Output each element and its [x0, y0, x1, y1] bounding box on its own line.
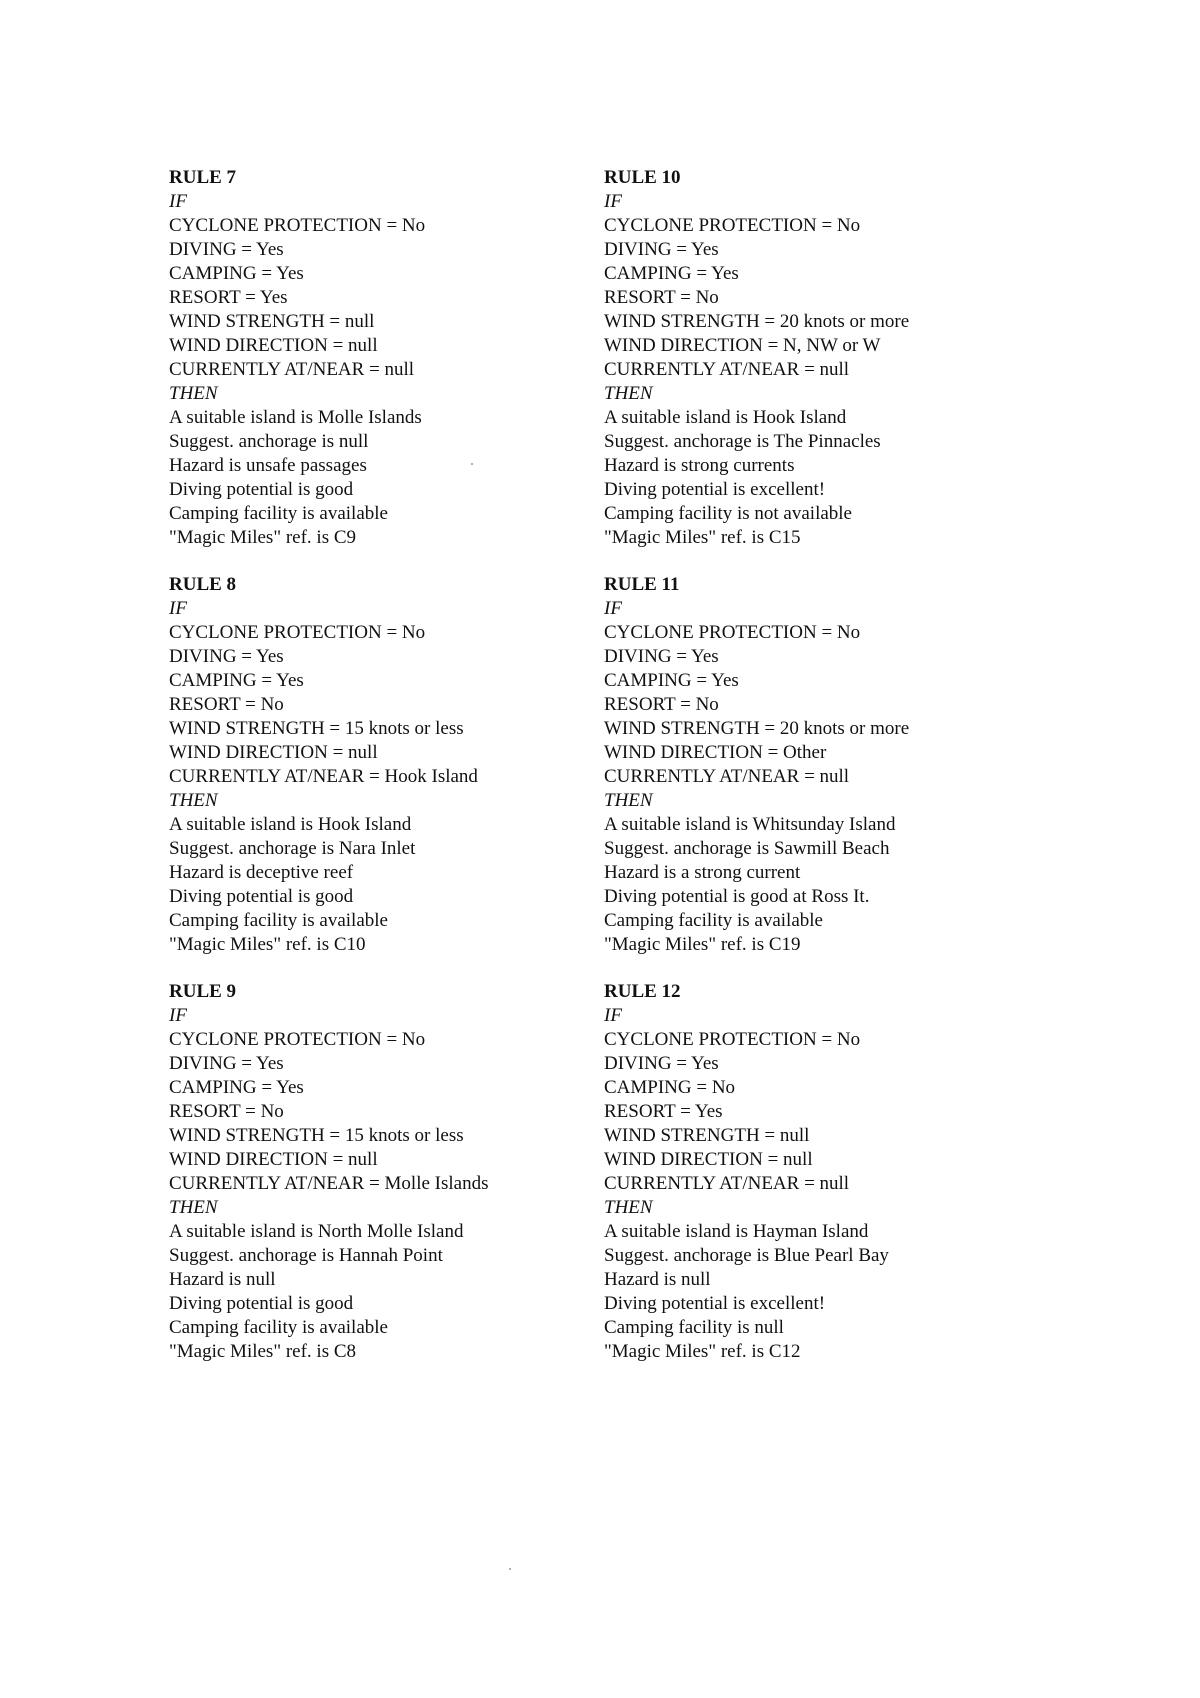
then-label: THEN [169, 790, 218, 811]
result-line: Hazard is a strong current [604, 862, 801, 883]
result-line: Hazard is null [169, 1269, 276, 1290]
then-label: THEN [604, 383, 653, 404]
condition-line: WIND STRENGTH = 20 knots or more [604, 311, 910, 332]
condition-line: CAMPING = No [604, 1077, 736, 1098]
condition-line: CAMPING = Yes [169, 263, 304, 284]
result-line: A suitable island is Hook Island [169, 814, 412, 835]
scan-speck [471, 463, 473, 465]
condition-line: RESORT = Yes [169, 287, 288, 308]
result-line: Hazard is unsafe passages [169, 455, 367, 476]
condition-line: RESORT = No [604, 694, 719, 715]
rule-title: RULE 7 [169, 167, 237, 188]
then-label: THEN [169, 383, 218, 404]
result-line: "Magic Miles" ref. is C10 [169, 934, 366, 955]
rule-title: RULE 9 [169, 981, 237, 1002]
result-line: Suggest. anchorage is Hannah Point [169, 1245, 443, 1266]
rule-title: RULE 8 [169, 574, 237, 595]
condition-line: WIND DIRECTION = null [169, 1149, 378, 1170]
scan-speck [509, 1568, 511, 1570]
result-line: Suggest. anchorage is Nara Inlet [169, 838, 416, 859]
result-line: Hazard is deceptive reef [169, 862, 354, 883]
condition-line: RESORT = Yes [604, 1101, 723, 1122]
then-label: THEN [604, 790, 653, 811]
result-line: Suggest. anchorage is The Pinnacles [604, 431, 881, 452]
result-line: Diving potential is good [169, 1293, 354, 1314]
condition-line: CURRENTLY AT/NEAR = null [604, 1173, 850, 1194]
condition-line: CURRENTLY AT/NEAR = Hook Island [169, 766, 478, 787]
result-line: "Magic Miles" ref. is C15 [604, 527, 801, 548]
result-line: Diving potential is good [169, 886, 354, 907]
condition-line: WIND DIRECTION = null [169, 335, 378, 356]
rule-block [604, 573, 1024, 980]
result-line: Diving potential is excellent! [604, 1293, 826, 1314]
if-label: IF [604, 598, 622, 619]
condition-line: WIND STRENGTH = 15 knots or less [169, 718, 464, 739]
condition-line: CAMPING = Yes [169, 670, 304, 691]
result-line: A suitable island is Molle Islands [169, 407, 422, 428]
condition-line: RESORT = No [169, 694, 284, 715]
rule-title: RULE 11 [604, 574, 680, 595]
condition-line: DIVING = Yes [604, 239, 719, 260]
if-label: IF [604, 191, 622, 212]
result-line: Camping facility is null [604, 1317, 784, 1338]
result-line: "Magic Miles" ref. is C12 [604, 1341, 801, 1362]
result-line: "Magic Miles" ref. is C9 [169, 527, 357, 548]
rule-block [169, 166, 589, 573]
if-label: IF [169, 1005, 187, 1026]
result-line: A suitable island is Whitsunday Island [604, 814, 896, 835]
result-line: Suggest. anchorage is null [169, 431, 369, 452]
condition-line: CYCLONE PROTECTION = No [169, 215, 426, 236]
result-line: A suitable island is North Molle Island [169, 1221, 464, 1242]
condition-line: WIND DIRECTION = null [169, 742, 378, 763]
condition-line: CURRENTLY AT/NEAR = null [169, 359, 415, 380]
result-line: Hazard is null [604, 1269, 711, 1290]
result-line: Diving potential is good at Ross It. [604, 886, 870, 907]
condition-line: RESORT = No [169, 1101, 284, 1122]
condition-line: DIVING = Yes [169, 1053, 284, 1074]
result-line: A suitable island is Hook Island [604, 407, 847, 428]
if-label: IF [169, 598, 187, 619]
result-line: Camping facility is available [169, 1317, 388, 1338]
rule-block [604, 166, 1024, 573]
rule-block [604, 980, 1024, 1387]
result-line: Camping facility is not available [604, 503, 852, 524]
if-label: IF [169, 191, 187, 212]
condition-line: DIVING = Yes [604, 646, 719, 667]
result-line: A suitable island is Hayman Island [604, 1221, 869, 1242]
condition-line: WIND STRENGTH = null [604, 1125, 810, 1146]
condition-line: CURRENTLY AT/NEAR = null [604, 359, 850, 380]
condition-line: CYCLONE PROTECTION = No [169, 622, 426, 643]
result-line: Camping facility is available [604, 910, 823, 931]
condition-line: CAMPING = Yes [604, 263, 739, 284]
result-line: "Magic Miles" ref. is C19 [604, 934, 801, 955]
rule-block [169, 980, 589, 1387]
condition-line: WIND STRENGTH = null [169, 311, 375, 332]
condition-line: CYCLONE PROTECTION = No [604, 1029, 861, 1050]
then-label: THEN [604, 1197, 653, 1218]
condition-line: CAMPING = Yes [604, 670, 739, 691]
if-label: IF [604, 1005, 622, 1026]
rule-title: RULE 10 [604, 167, 681, 188]
condition-line: WIND DIRECTION = null [604, 1149, 813, 1170]
condition-line: RESORT = No [604, 287, 719, 308]
condition-line: WIND STRENGTH = 15 knots or less [169, 1125, 464, 1146]
condition-line: CYCLONE PROTECTION = No [169, 1029, 426, 1050]
then-label: THEN [169, 1197, 218, 1218]
rule-block [169, 573, 589, 980]
result-line: Diving potential is good [169, 479, 354, 500]
result-line: Suggest. anchorage is Blue Pearl Bay [604, 1245, 889, 1266]
condition-line: CYCLONE PROTECTION = No [604, 622, 861, 643]
condition-line: WIND DIRECTION = N, NW or W [604, 335, 881, 356]
condition-line: CYCLONE PROTECTION = No [604, 215, 861, 236]
condition-line: WIND DIRECTION = Other [604, 742, 827, 763]
condition-line: CAMPING = Yes [169, 1077, 304, 1098]
result-line: Camping facility is available [169, 503, 388, 524]
result-line: Camping facility is available [169, 910, 388, 931]
condition-line: CURRENTLY AT/NEAR = Molle Islands [169, 1173, 489, 1194]
result-line: Hazard is strong currents [604, 455, 795, 476]
result-line: Diving potential is excellent! [604, 479, 826, 500]
condition-line: DIVING = Yes [169, 646, 284, 667]
condition-line: WIND STRENGTH = 20 knots or more [604, 718, 910, 739]
left-column [169, 166, 589, 1387]
result-line: Suggest. anchorage is Sawmill Beach [604, 838, 890, 859]
condition-line: DIVING = Yes [169, 239, 284, 260]
condition-line: CURRENTLY AT/NEAR = null [604, 766, 850, 787]
right-column [604, 166, 1024, 1387]
result-line: "Magic Miles" ref. is C8 [169, 1341, 357, 1362]
condition-line: DIVING = Yes [604, 1053, 719, 1074]
rule-title: RULE 12 [604, 981, 681, 1002]
